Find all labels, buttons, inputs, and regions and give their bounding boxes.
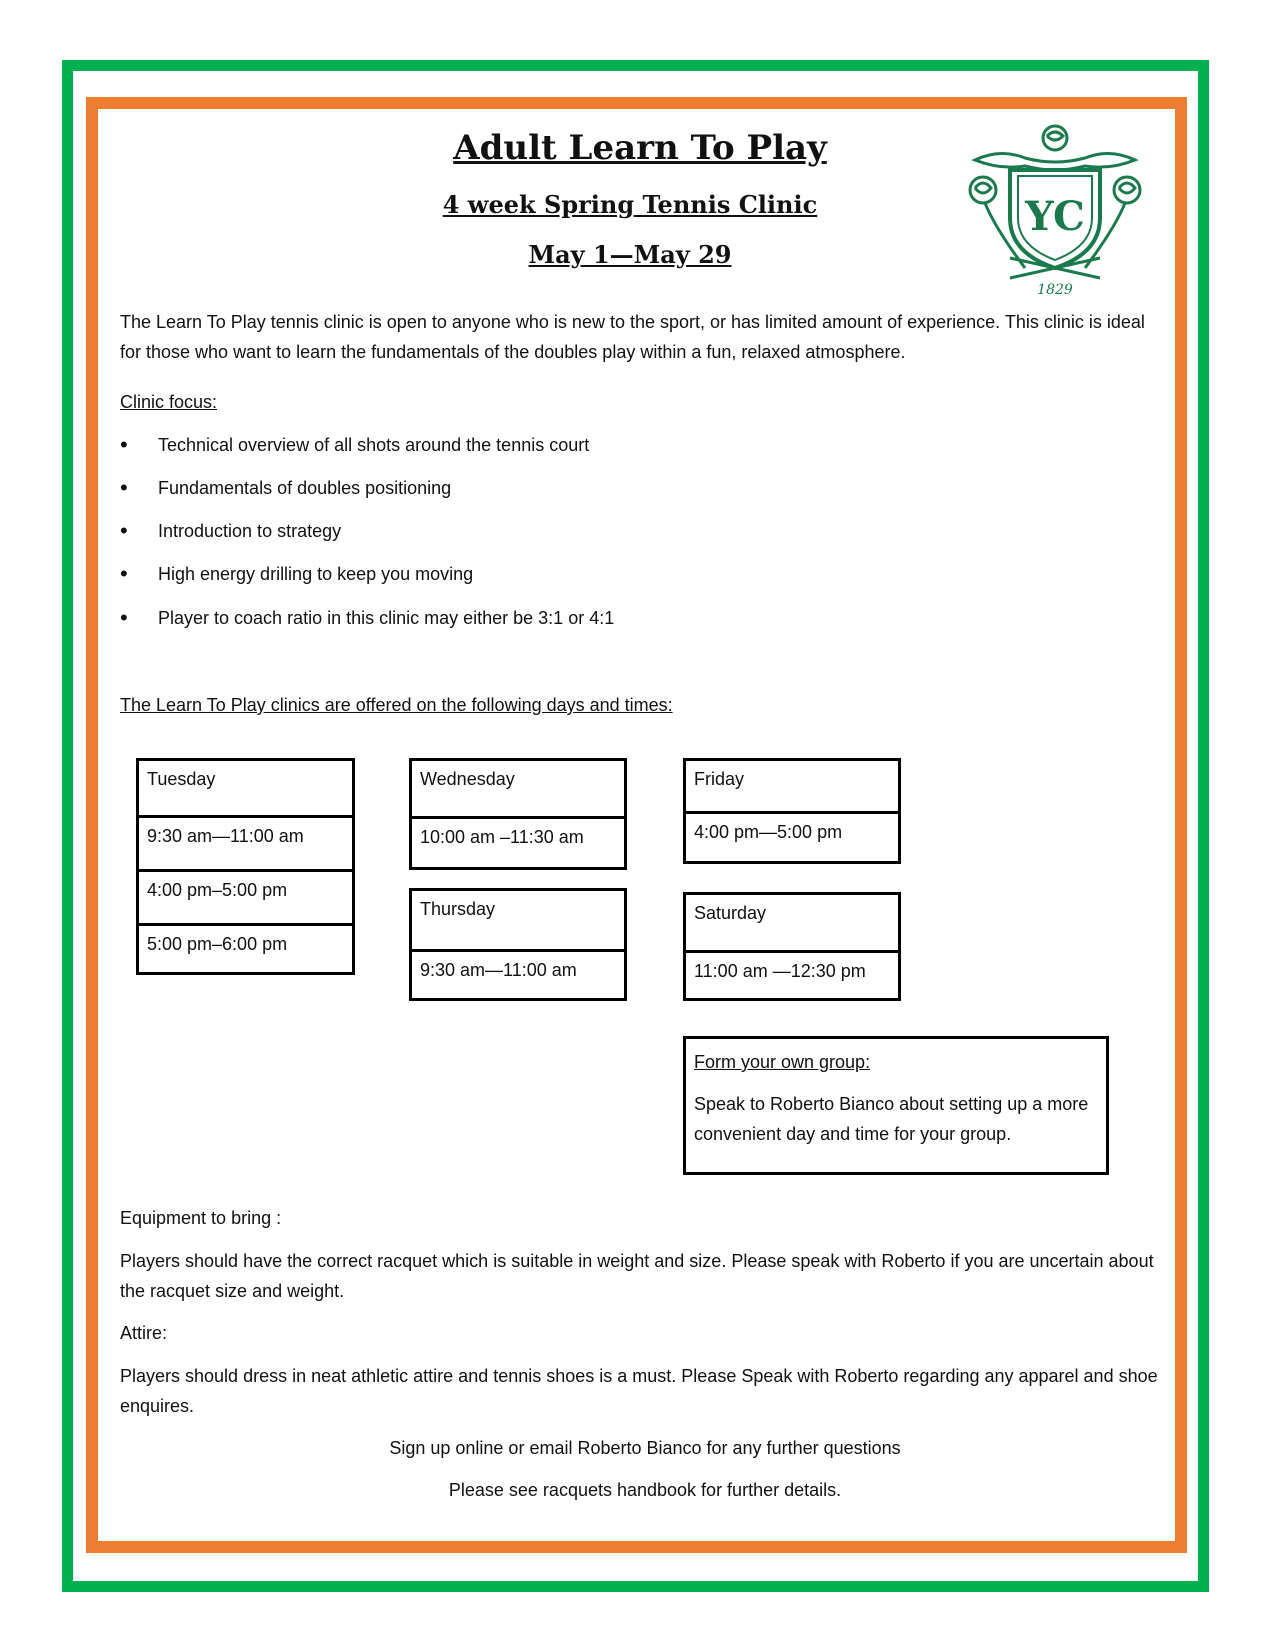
intro-paragraph: The Learn To Play tennis clinic is open to anyone who is new to the sport, or has limited amount of experience. This clinic is ideal for those who want to learn the fundamentals of the doubles play within a fun, relaxed atmosphere. <box>120 312 1145 362</box>
page-title: Adult Learn To Play <box>453 128 827 168</box>
attire-heading: Attire: <box>120 1323 168 1343</box>
club-crest-logo <box>955 118 1155 298</box>
time-slot: 9:30 am—11:00 am <box>412 949 624 998</box>
equipment-text: Players should have the correct racquet which is suitable in weight and size. Please speak with Roberto if you are uncertain about the racquet size and weight. <box>120 1251 1154 1301</box>
bullet-icon: • <box>120 432 128 457</box>
attire-text: Players should dress in neat athletic attire and tennis shoes is a must. Please Speak with Roberto regarding any apparel and shoe enquires. <box>120 1366 1158 1416</box>
clinic-focus-heading: Clinic focus: <box>120 392 218 412</box>
bullet-icon: • <box>120 561 128 586</box>
focus-item-text: Technical overview of all shots around the tennis court <box>158 435 590 455</box>
saturday-schedule-table <box>683 892 901 1001</box>
day-header: Friday <box>694 769 745 789</box>
crest-year: 1829 <box>1037 282 1073 298</box>
focus-item-text: High energy drilling to keep you moving <box>158 564 474 584</box>
day-header: Wednesday <box>420 769 515 789</box>
page-subtitle: 4 week Spring Tennis Clinic <box>442 190 818 219</box>
clinic-dates: May 1—May 29 <box>528 240 732 269</box>
day-header: Tuesday <box>147 769 216 789</box>
bullet-icon: • <box>120 518 128 543</box>
signup-note: Sign up online or email Roberto Bianco for any further questions <box>389 1438 901 1458</box>
time-slot: 5:00 pm–6:00 pm <box>139 923 352 975</box>
bullet-icon: • <box>120 605 128 630</box>
tuesday-schedule-table <box>136 758 355 975</box>
time-slot: 10:00 am –11:30 am <box>412 816 624 867</box>
equipment-heading: Equipment to bring : <box>120 1208 282 1228</box>
focus-item-text: Player to coach ratio in this clinic may either be 3:1 or 4:1 <box>158 608 615 628</box>
form-group-heading: Form your own group: <box>694 1052 871 1072</box>
form-group-box <box>683 1036 1109 1175</box>
focus-item-text: Fundamentals of doubles positioning <box>158 478 452 498</box>
wednesday-schedule-table <box>409 758 627 870</box>
focus-item-text: Introduction to strategy <box>158 521 342 541</box>
form-group-text: Speak to Roberto Bianco about setting up a more convenient day and time for your group. <box>694 1094 1089 1144</box>
time-slot: 4:00 pm–5:00 pm <box>139 869 352 923</box>
time-slot: 9:30 am—11:00 am <box>139 815 352 869</box>
day-header: Thursday <box>420 899 496 919</box>
friday-schedule-table <box>683 758 901 864</box>
handbook-note: Please see racquets handbook for further details. <box>448 1480 842 1500</box>
thursday-schedule-table <box>409 888 627 1001</box>
bullet-icon: • <box>120 475 128 500</box>
day-header: Saturday <box>694 903 767 923</box>
crest-monogram: YC <box>1025 193 1085 240</box>
time-slot: 11:00 am —12:30 pm <box>686 950 898 998</box>
time-slot: 4:00 pm—5:00 pm <box>686 811 898 861</box>
schedule-heading: The Learn To Play clinics are offered on the following days and times: <box>120 695 673 715</box>
